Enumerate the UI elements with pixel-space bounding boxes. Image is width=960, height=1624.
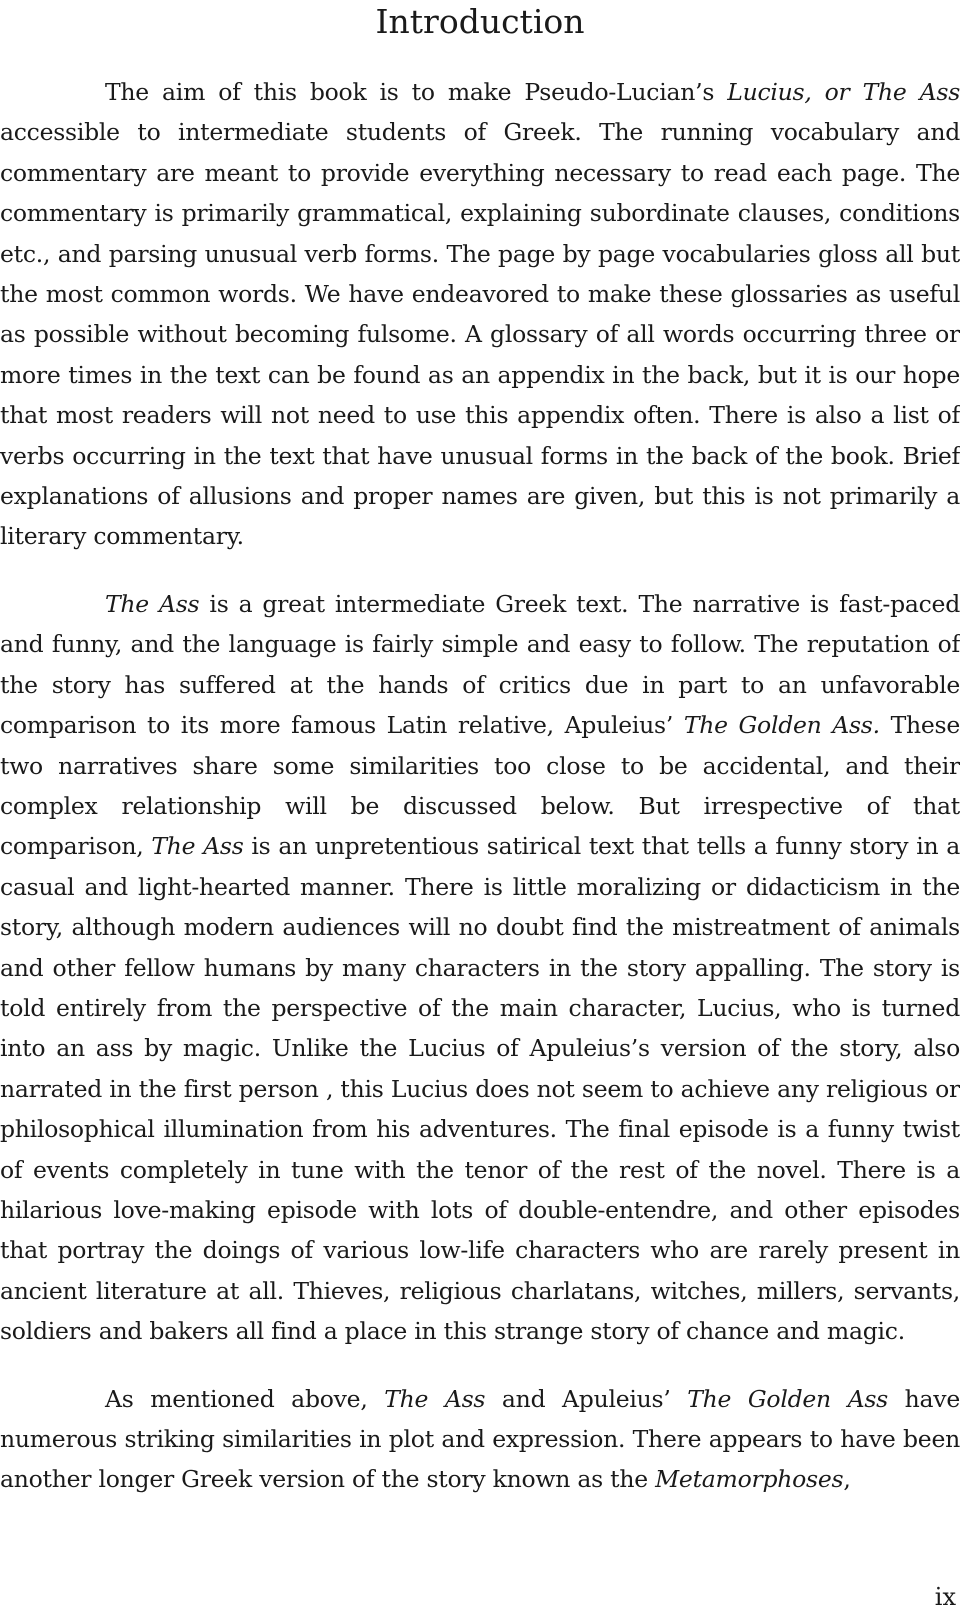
text-run: As mentioned above, (105, 1384, 385, 1413)
text-run: The aim of this book is to make Pseudo-Lucian’s (105, 78, 728, 106)
paragraph-3 (0, 1379, 960, 1500)
italic-title-run: Metamorphoses (655, 1465, 844, 1494)
text-run: , (843, 1465, 851, 1494)
page-title: Introduction (375, 2, 585, 41)
body-text (0, 72, 960, 1500)
paragraph-1 (0, 72, 960, 557)
text-run: is a great intermediate Greek text. The narrative is fast-paced and funny, and the language is fairly simple and easy to follow. The reputation of the story has suffered at the hands of critics due in part to an unfavorable comparison to its more famous Latin relative, Apuleius’ (0, 589, 960, 740)
italic-title-run: The Ass (384, 1384, 486, 1413)
italic-title-run: Lucius, or The Ass (727, 78, 960, 106)
text-run: and Apuleius’ (485, 1384, 688, 1413)
italic-title-run: The Ass (151, 832, 244, 861)
text-run: is an unpretentious satirical text that tells a funny story in a casual and light-hearted manner. There is little moralizing or didacticism in the story, although modern audiences will no doubt find the mistreatment of animals and other fellow humans by many characters in the story appalling. The story is told entirely from the perspective of the main character, Lucius, who is turned into an ass by magic. Unlike the Lucius of Apuleius’s version of the story, also narrated in the first person , this Lucius does not seem to achieve any religious or philosophical illumination from his adventures. The final episode is a funny twist of events completely in tune with the tenor of the rest of the novel. There is a hilarious love-making episode with lots of double-entendre, and other episodes that portray the doings of various low-life characters who are rarely present in ancient literature at all. Thieves, religious charlatans, witches, millers, servants, soldiers and bakers all find a place in this strange story of chance and magic. (0, 832, 960, 1346)
text-run: accessible to intermediate students of Greek. The running vocabulary and commentary are meant to provide everything necessary to read each page. The commentary is primarily grammatical, explaining subordinate clauses, conditions etc., and parsing unusual verb forms. The page by page vocabularies gloss all but the most common words. We have endeavored to make these glossaries as useful as possible without becoming fulsome. A glossary of all words occurring three or more times in the text can be found as an appendix in the back, but it is our hope that most readers will not need to use this appendix often. There is also a list of verbs occurring in the text that have unusual forms in the back of the book. Brief explanations of allusions and proper names are given, but this is not primarily a literary commentary. (0, 118, 960, 551)
page-number: ix (934, 1583, 956, 1611)
italic-title-run: The Ass (105, 589, 200, 618)
text-run: These two narratives share some similarities too close to be accidental, and their complex relationship will be discussed below. But irrespective of that comparison, (0, 711, 960, 861)
text-run: have numerous striking similarities in plot and expression. There appears to have been another longer Greek version of the story known as the (0, 1384, 960, 1494)
paragraph-2 (0, 584, 960, 1352)
italic-title-run: The Golden Ass. (683, 711, 880, 740)
italic-title-run: The Golden Ass (687, 1384, 888, 1413)
